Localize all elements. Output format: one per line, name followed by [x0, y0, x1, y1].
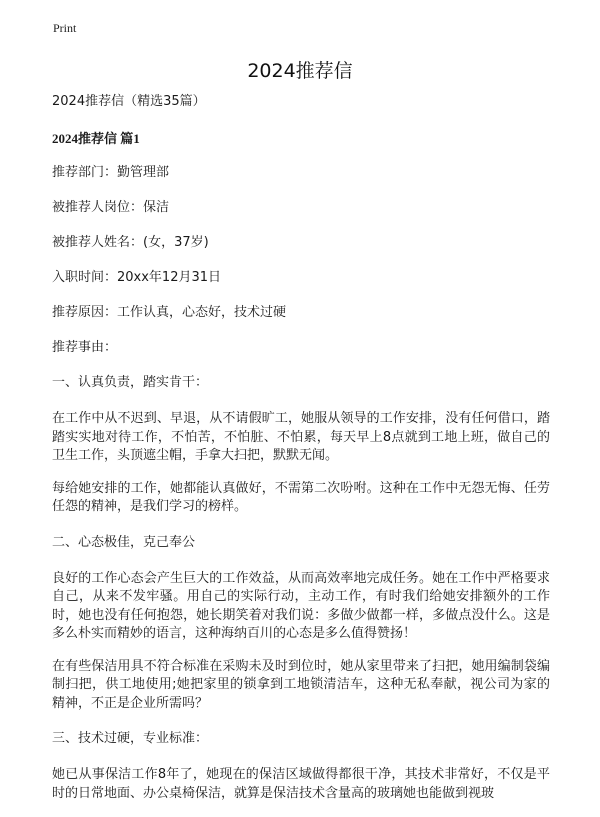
- paragraph-1: 在工作中从不迟到、早退，从不请假旷工，她服从领导的工作安排，没有任何借口，踏踏实实地对待工作，不怕苦，不怕脏、不怕累，每天早上8点就到工地上班，做自己的卫生工作，头顶遮尘帽，手拿大扫把，默默无闻。: [52, 411, 550, 463]
- print-label[interactable]: Print: [53, 21, 77, 35]
- heading-responsible: 一、认真负责，踏实肯干：: [52, 375, 209, 390]
- field-name: 被推荐人姓名：(女，37岁): [52, 235, 209, 250]
- section-title: 2024推荐信 篇1: [52, 131, 140, 146]
- paragraph-2: 每给她安排的工作，她都能认真做好，不需第二次吩咐。这种在工作中无怨无悔、任劳任怨的精神，是我们学习的榜样。: [52, 480, 550, 514]
- paragraph-5: 她已从事保洁工作8年了，她现在的保洁区域做得都很干净，其技术非常好，不仅是平时的日常地面、办公桌椅保洁，就算是保洁技术含量高的玻璃她也能做到视玻: [52, 767, 550, 801]
- field-position: 被推荐人岗位：保洁: [52, 200, 170, 215]
- field-reason: 推荐原因：工作认真，心态好，技术过硬: [52, 305, 287, 320]
- heading-attitude: 二、心态极佳，克己奉公: [52, 534, 196, 550]
- document-body: [52, 93, 550, 817]
- paragraph-4: 在有些保洁用具不符合标准在采购未及时到位时，她从家里带来了扫把，她用编制袋编制扫把，供工地使用;她把家里的锁拿到工地锁清洁车，这种无私奉献，视公司为家的精神，不正是企业所需吗？: [52, 658, 550, 711]
- paragraph-3: 良好的工作心态会产生巨大的工作效益，从而高效率地完成任务。她在工作中严格要求自己，从来不发牢骚。用自己的实际行动，主动工作，有时我们给她安排额外的工作时，她也没有任何抱怨，她长期笑着对我们说：多做少做都一样，多做点没什么。这是多么朴实而精妙的语言，这种海纳百川的心态是多么值得赞扬！: [52, 570, 550, 641]
- field-start-date: 入职时间：20xx年12月31日: [52, 270, 222, 285]
- field-details-label: 推荐事由：: [52, 340, 118, 355]
- document-title: 2024推荐信: [247, 60, 353, 82]
- document-subtitle: 2024推荐信（精选35篇）: [52, 94, 206, 109]
- heading-skills: 三、技术过硬，专业标准：: [52, 731, 209, 746]
- field-department: 推荐部门：勤管理部: [52, 165, 170, 180]
